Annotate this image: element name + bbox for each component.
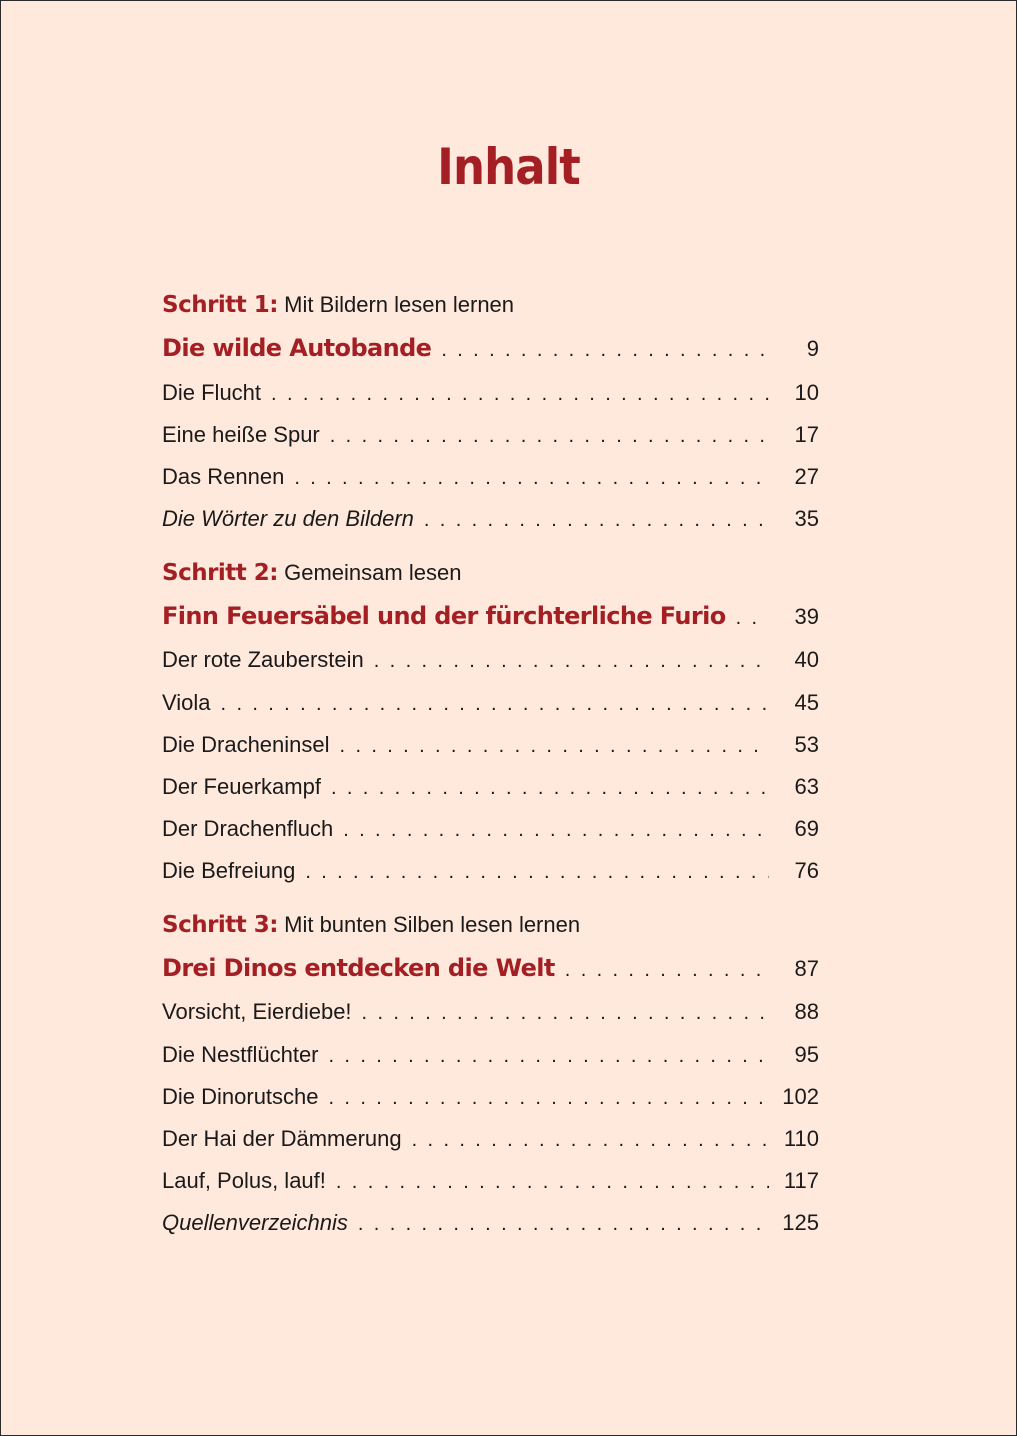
dot-leader <box>362 1002 769 1025</box>
toc-chapter-entry[interactable] <box>162 1042 819 1068</box>
dot-leader <box>412 1129 769 1152</box>
toc-chapter-entry[interactable] <box>162 464 819 490</box>
toc-chapter-entry[interactable] <box>162 506 819 532</box>
entry-title: Die Nestflüchter <box>162 1042 319 1067</box>
step-label: Schritt 1: <box>162 292 278 318</box>
entry-title: Die Dracheninsel <box>162 732 330 757</box>
page-number: 88 <box>794 999 819 1024</box>
entry-title: Die wilde Autobande <box>162 334 432 362</box>
dot-leader <box>336 1171 769 1194</box>
page-number: 45 <box>794 690 819 715</box>
entry-title: Lauf, Polus, lauf! <box>162 1168 326 1193</box>
toc-chapter-entry[interactable] <box>162 690 819 716</box>
dot-leader <box>358 1213 769 1236</box>
entry-title: Finn Feuersäbel und der fürchterliche Furio <box>162 602 726 630</box>
dot-leader <box>331 777 769 800</box>
step-heading-2 <box>162 560 461 586</box>
dot-leader <box>424 509 769 532</box>
page-number: 39 <box>794 604 819 629</box>
toc-chapter-entry[interactable] <box>162 732 819 758</box>
dot-leader <box>565 959 769 982</box>
dot-leader <box>340 735 769 758</box>
dot-leader <box>221 693 769 716</box>
step-title: Mit Bildern lesen lernen <box>284 292 515 317</box>
page-number: 102 <box>782 1084 819 1109</box>
step-title: Mit bunten Silben lesen lernen <box>284 912 581 937</box>
toc-chapter-entry[interactable] <box>162 858 819 884</box>
page-number: 117 <box>783 1168 819 1193</box>
entry-title: Viola <box>162 690 211 715</box>
page-number: 63 <box>794 774 819 799</box>
dot-leader <box>305 861 769 884</box>
entry-title: Quellenverzeichnis <box>162 1210 348 1235</box>
dot-leader <box>294 467 769 490</box>
entry-title: Der Drachenfluch <box>162 816 334 841</box>
toc-story-entry[interactable] <box>162 954 819 982</box>
step-label: Schritt 3: <box>162 912 278 938</box>
dot-leader <box>330 425 769 448</box>
page-number: 40 <box>794 647 819 672</box>
dot-leader <box>343 819 769 842</box>
entry-title: Das Rennen <box>162 464 285 489</box>
page-number: 10 <box>794 380 819 405</box>
step-heading-3 <box>162 912 580 938</box>
entry-title: Der Feuerkampf <box>162 774 321 799</box>
toc-chapter-entry[interactable] <box>162 1126 819 1152</box>
toc-story-entry[interactable] <box>162 602 819 630</box>
entry-title: Die Wörter zu den Bildern <box>162 506 414 531</box>
dot-leader <box>441 339 769 362</box>
page-number: 35 <box>794 506 819 531</box>
dot-leader <box>329 1087 769 1110</box>
entry-title: Der rote Zauberstein <box>162 647 364 672</box>
entry-title: Drei Dinos entdecken die Welt <box>162 954 555 982</box>
page-number: 125 <box>782 1210 819 1235</box>
entry-title: Die Befreiung <box>162 858 296 883</box>
step-heading-1 <box>162 292 514 318</box>
entry-title: Eine heiße Spur <box>162 422 320 447</box>
toc-story-entry[interactable] <box>162 334 819 362</box>
step-title: Gemeinsam lesen <box>284 560 462 585</box>
page-number: 87 <box>794 956 819 981</box>
toc-chapter-entry[interactable] <box>162 1210 819 1236</box>
dot-leader <box>329 1045 769 1068</box>
toc-chapter-entry[interactable] <box>162 816 819 842</box>
dot-leader <box>271 383 769 406</box>
toc-chapter-entry[interactable] <box>162 647 819 673</box>
toc-chapter-entry[interactable] <box>162 999 819 1025</box>
dot-leader <box>736 607 769 630</box>
dot-leader <box>374 650 769 673</box>
page-number: 69 <box>794 816 819 841</box>
entry-title: Vorsicht, Eierdiebe! <box>162 999 352 1024</box>
toc-chapter-entry[interactable] <box>162 1168 819 1194</box>
entry-title: Die Dinorutsche <box>162 1084 319 1109</box>
toc-chapter-entry[interactable] <box>162 1084 819 1110</box>
entry-title: Der Hai der Dämmerung <box>162 1126 402 1151</box>
page-title: Inhalt <box>437 138 580 196</box>
page-number: 110 <box>783 1126 819 1151</box>
page-number: 53 <box>794 732 819 757</box>
entry-title: Die Flucht <box>162 380 262 405</box>
page-number: 76 <box>794 858 819 883</box>
page-number: 17 <box>794 422 819 447</box>
page-number: 27 <box>794 464 819 489</box>
page-number: 9 <box>806 336 819 361</box>
step-label: Schritt 2: <box>162 560 278 586</box>
toc-chapter-entry[interactable] <box>162 422 819 448</box>
toc-chapter-entry[interactable] <box>162 774 819 800</box>
toc-chapter-entry[interactable] <box>162 380 819 406</box>
page-number: 95 <box>794 1042 819 1067</box>
